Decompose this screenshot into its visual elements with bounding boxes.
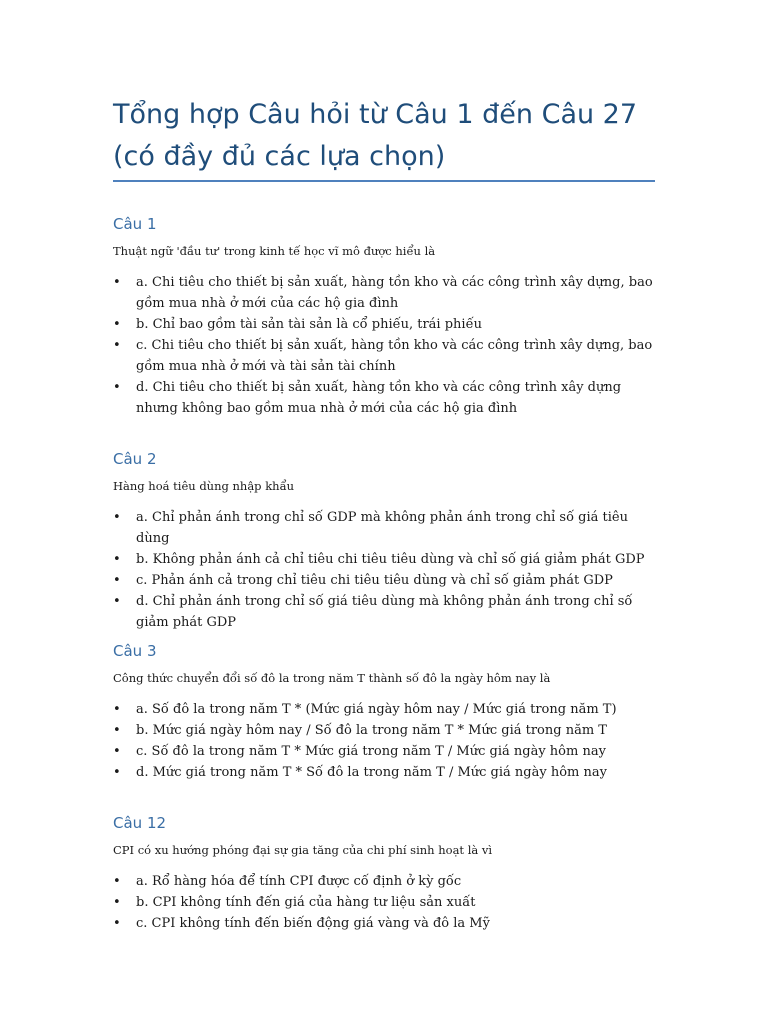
option-item xyxy=(113,699,663,720)
bullet-icon: • xyxy=(113,702,121,717)
option-list xyxy=(113,871,663,934)
bullet-icon: • xyxy=(113,916,121,931)
bullet-icon: • xyxy=(113,573,121,588)
option-item xyxy=(113,871,663,892)
option-text: a. Rổ hàng hóa để tính CPI được cố định ở kỳ gốc xyxy=(136,874,462,889)
option-text: b. Không phản ánh cả chỉ tiêu chi tiêu tiêu dùng và chỉ số giá giảm phát GDP xyxy=(136,552,645,567)
bullet-icon: • xyxy=(113,594,121,609)
option-text: c. CPI không tính đến biến động giá vàng và đô la Mỹ xyxy=(136,916,490,931)
option-text: c. Phản ánh cả trong chỉ tiêu chi tiêu tiêu dùng và chỉ số giảm phát GDP xyxy=(136,573,613,588)
title-divider xyxy=(113,180,655,182)
option-item xyxy=(113,314,663,335)
bullet-icon: • xyxy=(113,380,121,395)
question-section xyxy=(113,811,663,934)
question-text: Thuật ngữ 'đầu tư' trong kinh tế học vĩ mô được hiểu là xyxy=(113,244,436,258)
option-list xyxy=(113,699,663,783)
option-text: a. Chỉ phản ánh trong chỉ số GDP mà không phản ánh trong chỉ số giá tiêu dùng xyxy=(136,510,628,546)
option-text: d. Chi tiêu cho thiết bị sản xuất, hàng tồn kho và các công trình xây dựng nhưng không bao gồm mua nhà ở mới của các hộ gia đình xyxy=(136,380,622,416)
question-text: Hàng hoá tiêu dùng nhập khẩu xyxy=(113,479,295,493)
option-item xyxy=(113,335,663,377)
option-text: d. Chỉ phản ánh trong chỉ số giá tiêu dùng mà không phản ánh trong chỉ số giảm phát GDP xyxy=(136,594,633,630)
question-section xyxy=(113,639,663,783)
bullet-icon: • xyxy=(113,338,121,353)
question-text: CPI có xu hướng phóng đại sự gia tăng của chi phí sinh hoạt là vì xyxy=(113,843,493,857)
question-heading: Câu 12 xyxy=(113,814,167,832)
option-item xyxy=(113,570,663,591)
bullet-icon: • xyxy=(113,723,121,738)
option-item xyxy=(113,762,663,783)
option-text: a. Chi tiêu cho thiết bị sản xuất, hàng tồn kho và các công trình xây dựng, bao gồm mua nhà ở mới của các hộ gia đình xyxy=(136,275,653,311)
option-list xyxy=(113,507,663,633)
option-item xyxy=(113,913,663,934)
question-heading: Câu 1 xyxy=(113,215,157,233)
bullet-icon: • xyxy=(113,765,121,780)
question-section xyxy=(113,447,663,633)
bullet-icon: • xyxy=(113,275,121,290)
option-item xyxy=(113,272,663,314)
option-list xyxy=(113,272,663,419)
question-heading: Câu 2 xyxy=(113,450,157,468)
bullet-icon: • xyxy=(113,744,121,759)
option-text: b. CPI không tính đến giá của hàng tư liệu sản xuất xyxy=(136,895,476,910)
option-item xyxy=(113,507,663,549)
option-text: c. Chi tiêu cho thiết bị sản xuất, hàng tồn kho và các công trình xây dựng, bao gồm mua nhà ở mới và tài sản tài chính xyxy=(136,338,653,374)
option-item xyxy=(113,720,663,741)
option-item xyxy=(113,892,663,913)
option-text: d. Mức giá trong năm T * Số đô la trong năm T / Mức giá ngày hôm nay xyxy=(136,765,607,780)
option-item xyxy=(113,377,663,419)
question-text: Công thức chuyển đổi số đô la trong năm T thành số đô la ngày hôm nay là xyxy=(113,671,551,685)
option-item xyxy=(113,549,663,570)
question-section xyxy=(113,212,663,419)
option-text: b. Chỉ bao gồm tài sản tài sản là cổ phiếu, trái phiếu xyxy=(136,317,482,332)
bullet-icon: • xyxy=(113,510,121,525)
option-item xyxy=(113,591,663,633)
bullet-icon: • xyxy=(113,895,121,910)
bullet-icon: • xyxy=(113,874,121,889)
option-item xyxy=(113,741,663,762)
bullet-icon: • xyxy=(113,317,121,332)
document-title: Tổng hợp Câu hỏi từ Câu 1 đến Câu 27 (có đầy đủ các lựa chọn) xyxy=(113,99,638,172)
option-text: a. Số đô la trong năm T * (Mức giá ngày hôm nay / Mức giá trong năm T) xyxy=(136,702,617,717)
option-text: c. Số đô la trong năm T * Mức giá trong năm T / Mức giá ngày hôm nay xyxy=(136,744,606,759)
option-text: b. Mức giá ngày hôm nay / Số đô la trong năm T * Mức giá trong năm T xyxy=(136,723,607,738)
bullet-icon: • xyxy=(113,552,121,567)
question-heading: Câu 3 xyxy=(113,642,157,660)
